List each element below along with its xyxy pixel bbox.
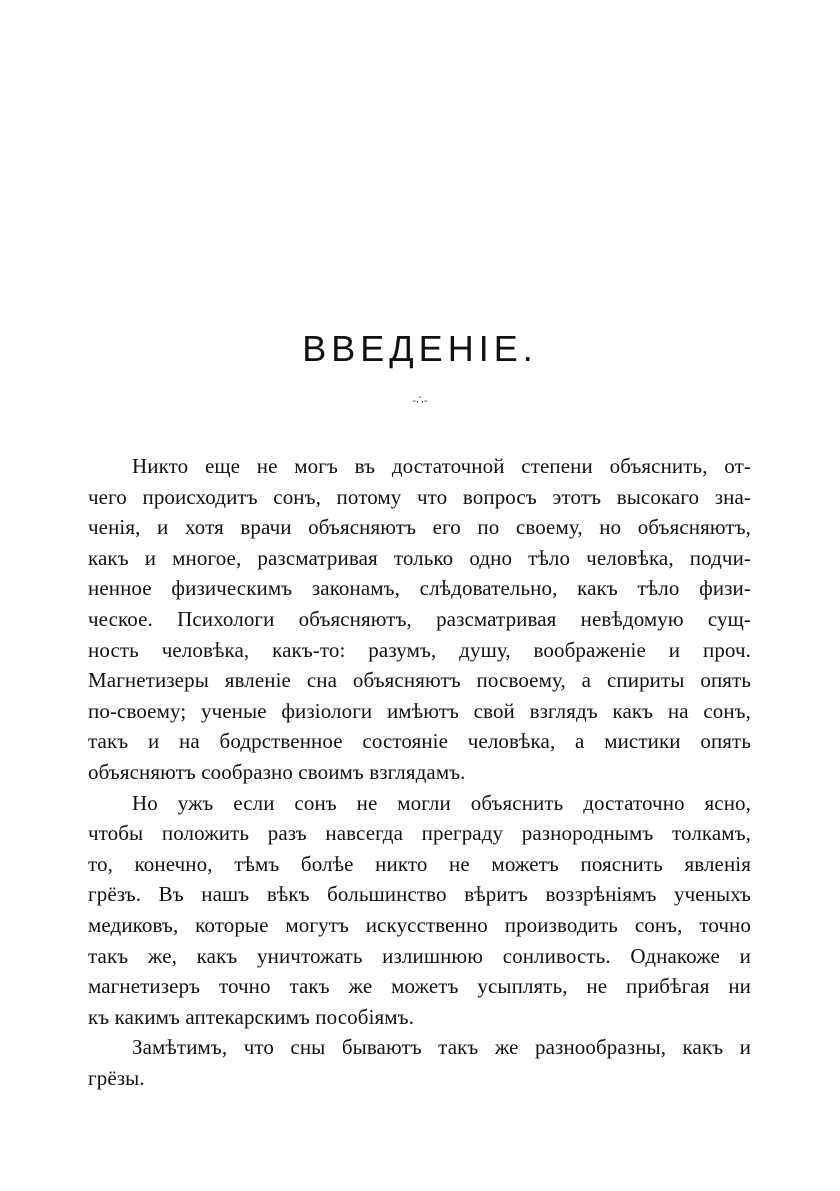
text-line: Замѣтимъ, что сны бываютъ такъ же разнообразны, какъ и (132, 1035, 751, 1060)
text-line: ненное физическимъ законамъ, слѣдовательно, какъ тѣло физи- (88, 576, 751, 601)
text-line: такъ же, какъ уничтожать излишнюю сонливость. Однакоже и (88, 943, 751, 968)
text-line: Магнетизеры явленіе сна объясняютъ посвоему, а спириты опять (88, 668, 751, 693)
text-line: магнетизеръ точно такъ же можетъ усыплять, не прибѣгая ни (88, 974, 751, 999)
text-line: ность человѣка, какъ-то: разумъ, душу, воображеніе и проч. (88, 637, 751, 662)
text-line: грёзъ. Въ нашъ вѣкъ большинство вѣритъ воззрѣніямъ ученыхъ (88, 882, 751, 907)
body-text (88, 451, 751, 1093)
text-line: Но ужъ если сонъ не могли объяснить достаточно ясно, (132, 790, 751, 815)
text-line: ческое. Психологи объясняютъ, разсматривая невѣдомую сущ- (88, 606, 751, 631)
text-line: то, конечно, тѣмъ болѣе никто не можетъ пояснить явленія (88, 851, 751, 876)
text-line: къ какимъ аптекарскимъ пособіямъ. (88, 1004, 414, 1029)
text-line: по-своему; ученые физіологи имѣютъ свой взглядъ какъ на сонъ, (88, 698, 751, 723)
text-line: чтобы положить разъ навсегда преграду разнороднымъ толкамъ, (88, 821, 751, 846)
text-line: медиковъ, которые могутъ искусственно производить сонъ, точно (88, 912, 751, 937)
text-line: какъ и многое, разсматривая только одно тѣло человѣка, подчи- (88, 545, 751, 570)
text-line: грёзы. (88, 1065, 145, 1090)
text-line: чего происходитъ сонъ, потому что вопросъ этотъ высокаго зна- (88, 484, 751, 509)
text-line: такъ и на бодрственное состояніе человѣка, а мистики опять (88, 729, 751, 754)
text-line: ченія, и хотя врачи объясняютъ его по своему, но объясняютъ, (88, 515, 751, 540)
text-line: объясняютъ сообразно своимъ взглядамъ. (88, 759, 466, 784)
text-line: Никто еще не могъ въ достаточной степени объяснить, от- (132, 454, 751, 478)
chapter-title: ВВЕДЕНІЕ. (302, 328, 538, 369)
title-ornament: -∴- (412, 393, 428, 407)
